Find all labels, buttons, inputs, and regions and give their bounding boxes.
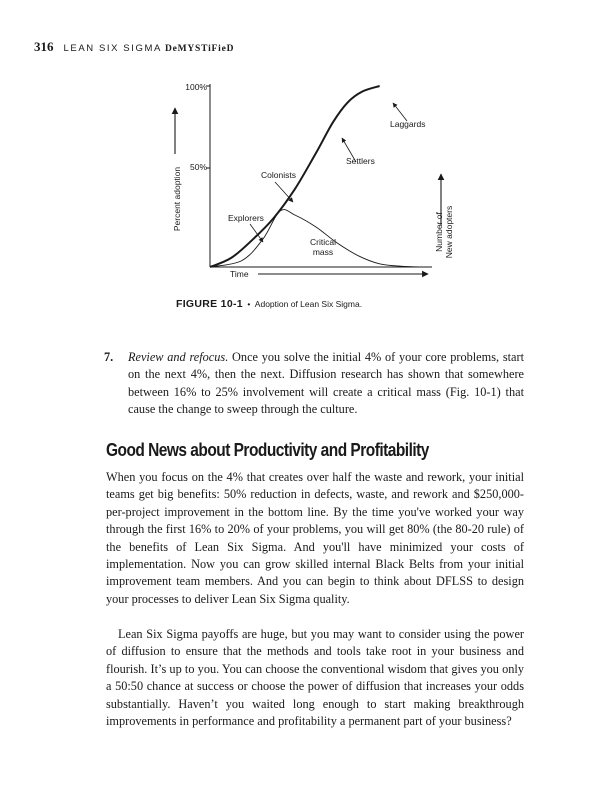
list-item-body [128,349,524,419]
critical-label-line1: Critical [310,237,336,247]
axis-50-label: 50% [189,162,207,172]
list-item-lead: Review and refocus. [128,350,229,364]
y-axis-label: Percent adoption [172,166,182,232]
laggards-label: Laggards [390,119,426,129]
adoption-figure [160,76,470,288]
colonists-pointer [275,182,293,202]
section-paragraph-1: When you focus on the 4% that creates over half the waste and rework, your initial teams get big benefits: 50% reduction in defects, waste, and rework and $250,000-per-project improvement in the bottom line. By the time you've worked your way through the first 16% to 20% of your problems, you will get 80% (the 80-20 rule) of the benefits of Lean Six Sigma. And you'll have minimized your costs of implementation. Now you can grow skilled internal Black Belts from your initial improvement team members. And you can begin to think about DFLSS to design your processes to deliver Lean Six Sigma quality. [106,470,524,606]
list-item-7 [104,349,524,419]
explorers-label: Explorers [228,213,264,223]
figure-caption [176,294,362,312]
figure-label: FIGURE 10-1 [176,298,243,310]
right-axis-label [434,206,454,258]
book-series: DeMYSTiFieD [164,44,235,54]
running-head [34,38,234,54]
x-axis-label: Time [230,269,249,279]
list-item-number: 7. [104,350,114,364]
right-axis-label-line1: Number of [434,212,444,252]
colonists-label: Colonists [261,170,296,180]
critical-mass-label [310,237,336,257]
book-title: LEAN SIX SIGMA [63,43,162,54]
settlers-label: Settlers [346,156,375,166]
critical-label-line2: mass [312,247,334,257]
caption-text: Adoption of Lean Six Sigma. [254,299,363,309]
section-paragraph-2: Lean Six Sigma payoffs are huge, but you may want to consider using the power of diffusion to ensure that the methods and tools take root in your business and flourish. It’s up to you. You can choose the conventional wisdom that gives you only a 50:50 chance at success or choose the power of diffusion that increases your odds substantially. Haven’t you waited long enough to start making breakthrough improvements in performance and profitability a permanent part of your business? [106,627,524,729]
page-number: 316 [34,39,54,54]
section-heading: Good News about Productivity and Profitability [106,440,429,460]
axis-100-label: 100% [185,82,207,92]
right-axis-label-line2: New adopters [444,205,454,259]
caption-separator: • [247,299,251,309]
list-item-text: Once you solve the initial 4% of your core problems, start on the next 4%, then the next. Diffusion research has shown that somewhere between 16% to 25% involvement will create a critical mass (Fig. 10-1) that cause the change to sweep through the culture. [128,350,524,417]
